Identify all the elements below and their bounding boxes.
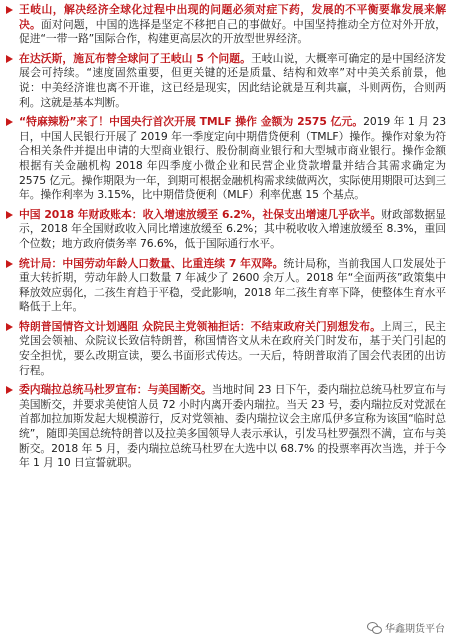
news-headline: 王岐山，解决经济全球化过程中出现的问题必须对症下药，发展的不平衡要靠发展来解决。 [19, 3, 446, 31]
news-body: 统计局称，当前我国人口发展处于重大转折期，劳动年龄人口数量 7 年减少了 2600 余万人。2018 年“全面两孩”政策集中释放效应弱化，二孩生育趋于平稳，受此影响，2018 年二孩生育率下降，使整体生育水平略低于上年。 [19, 256, 446, 314]
news-body: 王岐山说，大概率可确定的是中国经济发展会可持续。“速度固然重要，但更关键的还是质量、结构和效率”对中美关系前景，他说：中美经济谁也离不开谁，这已经是现实，因此结论就是互利共赢，斗则两伤，合则两利。这就是基本判断。 [19, 51, 447, 109]
wechat-icon [367, 622, 381, 633]
news-headline: 委内瑞拉总统马杜罗宣布：与美国断交。 [19, 383, 212, 397]
news-item-davos-questions [5, 52, 446, 110]
news-body: 上周三，民主党国会领袖、众院议长致信特朗普，称国情咨文从未在政府关门时发布，基于关门引起的安全担忧，要么改期宣读，要么书面形式传达。一天后，特朗普取消了国会代表团的出访行程。 [19, 319, 447, 377]
triangle-bullet-icon [6, 55, 13, 63]
news-item-wang-qishan-globalization [5, 3, 446, 47]
news-body: 当地时间 23 日下午，委内瑞拉总统马杜罗宣布与美国断交，并要求美使馆人员 72 小时内离开委内瑞拉。当天 23 号，委内瑞拉反对党派在首都加拉加斯发起大规模游行，反对党领袖、委内瑞拉议会主席瓜伊多宣称为该国“临时总统”，随即美国总统特朗普以及拉美多国领导人表示承认，引发马杜罗强烈不满，宣布与美断交。2018 年 5 月，委内瑞拉总统马杜罗在大选中以 68.7% 的投票率再次当选，并于今年 1 月 10 日宣誓就职。 [19, 383, 446, 470]
news-headline: 统计局：中国劳动年龄人口数量、比重连续 7 年双降。 [19, 256, 284, 270]
triangle-bullet-icon [6, 118, 13, 126]
triangle-bullet-icon [6, 386, 13, 394]
triangle-bullet-icon [6, 323, 13, 331]
triangle-bullet-icon [6, 260, 13, 268]
news-body: 财政部数据显示，2018 年全国财政收入同比增速放缓至 6.2%；其中税收收入增速放缓至 8.3%，重回个位数；地方政府债务率 76.6%，低于国际通行水平。 [19, 207, 446, 250]
news-headline: “特麻辣粉”来了！中国央行首次开展 TMLF 操作 金额为 2575 亿元。 [19, 115, 364, 129]
triangle-bullet-icon [6, 211, 13, 219]
news-item-fiscal-2018 [5, 208, 446, 252]
news-item-tmlf-operation [5, 115, 446, 203]
news-headline: 特朗普国情咨文计划遇阻 众院民主党领袖拒话：不结束政府关门别想发布。 [19, 319, 382, 333]
news-headline: 中国 2018 年财政账本：收入增速放缓至 6.2%，社保支出增速几乎砍半。 [19, 207, 382, 221]
news-item-venezuela [5, 383, 446, 471]
news-body: 面对问题，中国的选择是坚定不移把自己的事做好。中国坚持推动全方位对外开放，促进“一带一路”国际合作，构建更高层次的开放型世界经济。 [19, 17, 446, 46]
news-item-state-of-union [5, 320, 446, 378]
watermark [367, 620, 445, 635]
watermark-text: 华鑫期货平台 [385, 624, 445, 635]
news-headline: 在达沃斯，施瓦布替全球问了王岐山 5 个问题。 [19, 51, 251, 65]
news-item-labor-population [5, 257, 446, 315]
news-body: 2019 年 1 月 23 日，中国人民银行开展了 2019 年一季度定向中期借贷便利（TMLF）操作。操作对象为符合相关条件并提出申请的大型商业银行、股份制商业银行和大型城市商业银行。操作金额根据有关金融机构 2018 年四季度小微企业和民营企业贷款增量并结合其需求确定为 2575 亿元。操作期限为一年，到期可根据金融机构需求续做两次，实际使用期限可达到三年。操作利率为 3.15%，比中期借贷便利（MLF）利率优惠 15 个基点。 [19, 115, 446, 202]
triangle-bullet-icon [6, 6, 13, 14]
